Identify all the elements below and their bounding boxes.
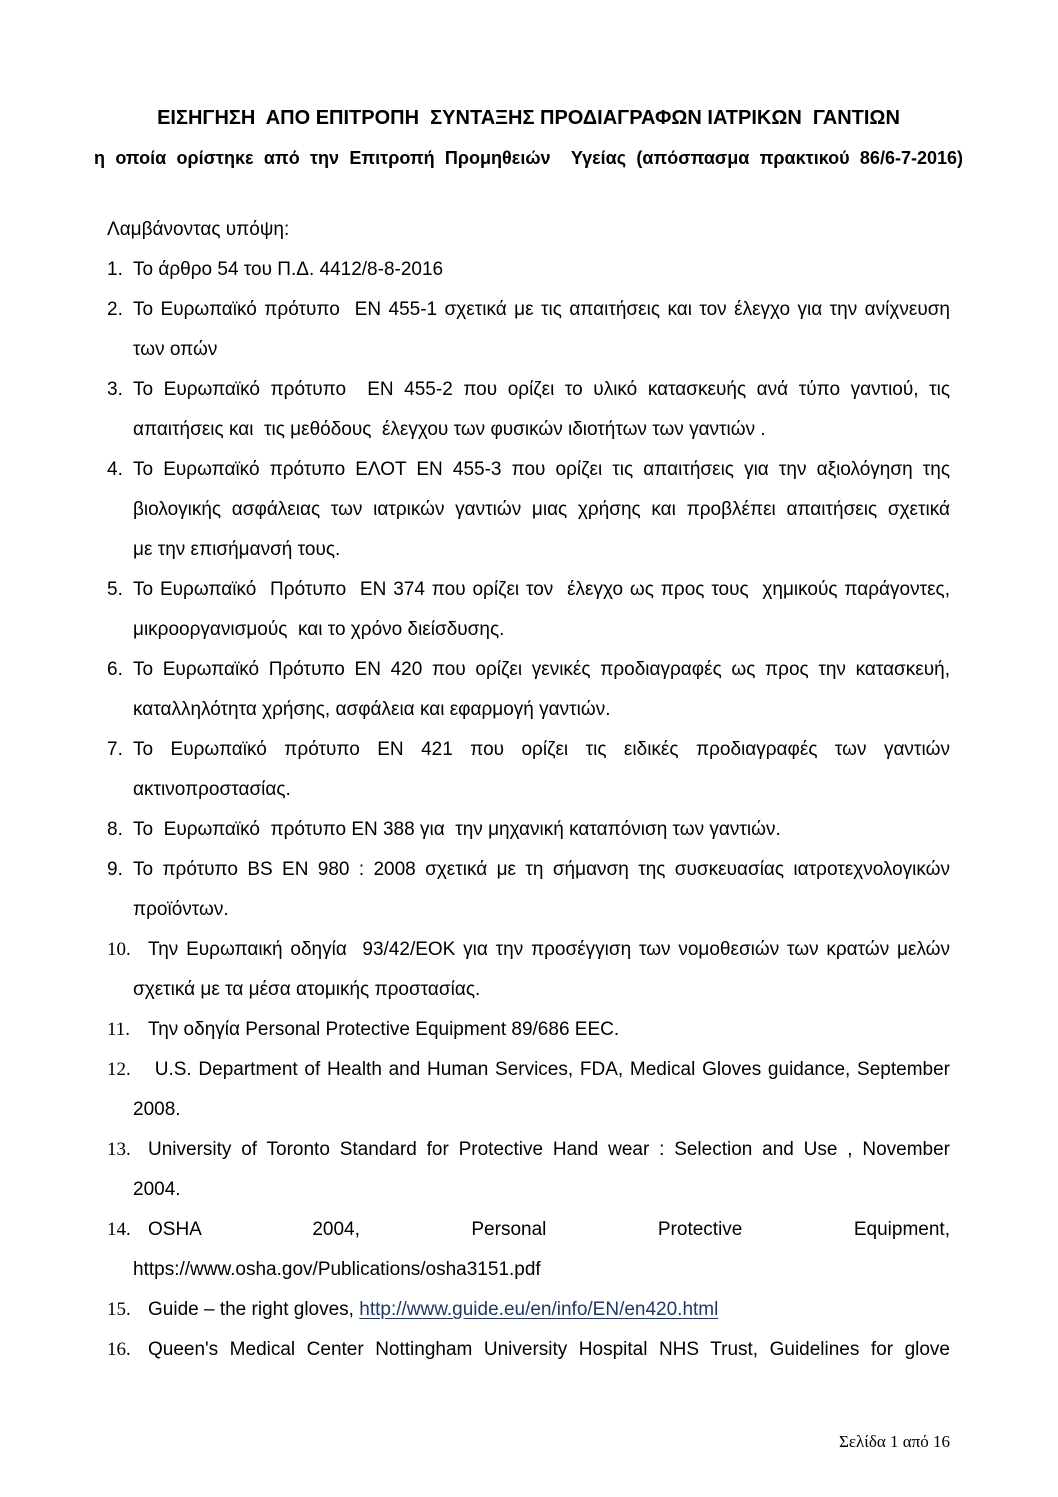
list-item-line: 2008.	[133, 1099, 181, 1120]
hyperlink-en420[interactable]: http://www.guide.eu/en/info/EN/en420.html	[359, 1299, 719, 1320]
list-item-line: Το Ευρωπαϊκό Πρότυπο ΕΝ 374 που ορίζει τον έλεγχο ως προς τους χημικούς παράγοντες,	[133, 579, 950, 600]
document-subtitle: η οποία ορίστηκε από την Επιτροπή Προμηθειών Υγείας (απόσπασμα πρακτικού 86/6-7-2016)	[94, 148, 963, 168]
list-item-number: 11.	[107, 1019, 131, 1040]
list-item-line: των οπών	[133, 339, 218, 360]
list-item-line: σχετικά με τα μέσα ατομικής προστασίας.	[133, 979, 481, 1000]
list-item	[107, 570, 950, 650]
list-item-line: Το Ευρωπαϊκό πρότυπο ΕΝ 421 που ορίζει τις ειδικές προδιαγραφές των γαντιών	[133, 739, 950, 760]
list-item-line	[133, 1290, 950, 1330]
list-item	[107, 1330, 950, 1370]
list-item-line: απαιτήσεις και τις μεθόδους έλεγχου των φυσικών ιδιοτήτων των γαντιών .	[133, 419, 766, 440]
list-item-line: με την επισήμανσή τους.	[133, 539, 341, 560]
list-item-line: βιολογικής ασφάλειας των ιατρικών γαντιών μιας χρήσης και προβλέπει απαιτήσεις σχετικά	[133, 499, 950, 520]
reference-list	[107, 250, 950, 1370]
list-item	[107, 450, 950, 570]
list-item-number: 5.	[107, 579, 123, 600]
list-item	[107, 850, 950, 930]
list-item-number: 8.	[107, 819, 123, 840]
list-item-line: προϊόντων.	[133, 899, 229, 920]
list-item-number: 15.	[107, 1299, 131, 1320]
list-item	[107, 370, 950, 450]
list-item	[107, 1290, 950, 1330]
list-item-number: 1.	[107, 259, 123, 280]
intro-text: Λαμβάνοντας υπόψη:	[107, 219, 290, 240]
list-item-line: καταλληλότητα χρήσης, ασφάλεια και εφαρμογή γαντιών.	[133, 699, 611, 720]
list-item	[107, 1210, 950, 1290]
list-item-number: 7.	[107, 739, 123, 760]
list-item-number: 2.	[107, 299, 123, 320]
list-item-line: 2004.	[133, 1179, 181, 1200]
page-number-footer: Σελίδα 1 από 16	[838, 1432, 950, 1451]
list-item-line: Το Ευρωπαϊκό πρότυπο ΕΝ 455-2 που ορίζει το υλικό κατασκευής ανά τύπο γαντιού, τις	[133, 379, 950, 400]
list-item-line: Το άρθρο 54 του Π.Δ. 4412/8-8-2016	[133, 259, 444, 280]
list-item	[107, 1010, 950, 1050]
list-item-number: 13.	[107, 1139, 131, 1160]
list-item-line: https://www.osha.gov/Publications/osha3151.pdf	[133, 1259, 541, 1280]
document-title: ΕΙΣΗΓΗΣΗ ΑΠΟ ΕΠΙΤΡΟΠΗ ΣΥΝΤΑΞΗΣ ΠΡΟΔΙΑΓΡΑΦΩΝ ΙΑΤΡΙΚΩΝ ΓΑΝΤΙΩΝ	[157, 107, 900, 129]
list-item-line: Το πρότυπο BS EN 980 : 2008 σχετικά με τη σήμανση της συσκευασίας ιατροτεχνολογικών	[133, 859, 950, 880]
list-item	[107, 1130, 950, 1210]
list-item-line: ακτινοπροστασίας.	[133, 779, 291, 800]
list-item-line: Το Ευρωπαϊκό πρότυπο ΕΝ 455-1 σχετικά με τις απαιτήσεις και τον έλεγχο για την ανίχνευση	[133, 299, 950, 320]
list-item	[107, 730, 950, 810]
list-item-line: Το Ευρωπαϊκό πρότυπο ΕΝ 388 για την μηχανική καταπόνιση των γαντιών.	[133, 819, 781, 840]
list-item-number: 3.	[107, 379, 123, 400]
list-item-line: U.S. Department of Health and Human Services, FDA, Medical Gloves guidance, September	[148, 1059, 950, 1080]
list-item-number: 14.	[107, 1219, 131, 1240]
list-item-number: 12.	[107, 1059, 131, 1080]
list-item-line: Το Ευρωπαϊκό πρότυπο ΕΛΟΤ ΕΝ 455-3 που ορίζει τις απαιτήσεις για την αξιολόγηση της	[133, 459, 950, 480]
list-item	[107, 930, 950, 1010]
list-item-line: Queen's Medical Center Nottingham University Hospital NHS Trust, Guidelines for glove	[148, 1339, 950, 1360]
list-item-line: Την οδηγία Personal Protective Equipment 89/686 EEC.	[148, 1019, 620, 1040]
list-item	[107, 250, 950, 290]
list-item-number: 16.	[107, 1339, 131, 1360]
list-item-number: 6.	[107, 659, 123, 680]
list-item-line: Το Ευρωπαϊκό Πρότυπο ΕΝ 420 που ορίζει γενικές προδιαγραφές ως προς την κατασκευή,	[133, 659, 950, 680]
list-item-line: OSHA 2004, Personal Protective Equipment,	[148, 1219, 950, 1240]
list-item-line: University of Toronto Standard for Protective Hand wear : Selection and Use , November	[148, 1139, 950, 1160]
list-item-line: μικροοργανισμούς και το χρόνο διείσδυσης.	[133, 619, 505, 640]
list-item-text: Guide – the right gloves,	[148, 1299, 360, 1320]
list-item	[107, 650, 950, 730]
document-content	[94, 0, 963, 1370]
list-item	[107, 1050, 950, 1130]
list-item	[107, 810, 950, 850]
list-item-number: 10.	[107, 939, 131, 960]
list-item-number: 9.	[107, 859, 123, 880]
list-item-number: 4.	[107, 459, 123, 480]
list-item-line: Την Ευρωπαική οδηγία 93/42/ΕΟΚ για την προσέγγιση των νομοθεσιών των κρατών μελών	[148, 939, 950, 960]
list-item	[107, 290, 950, 370]
